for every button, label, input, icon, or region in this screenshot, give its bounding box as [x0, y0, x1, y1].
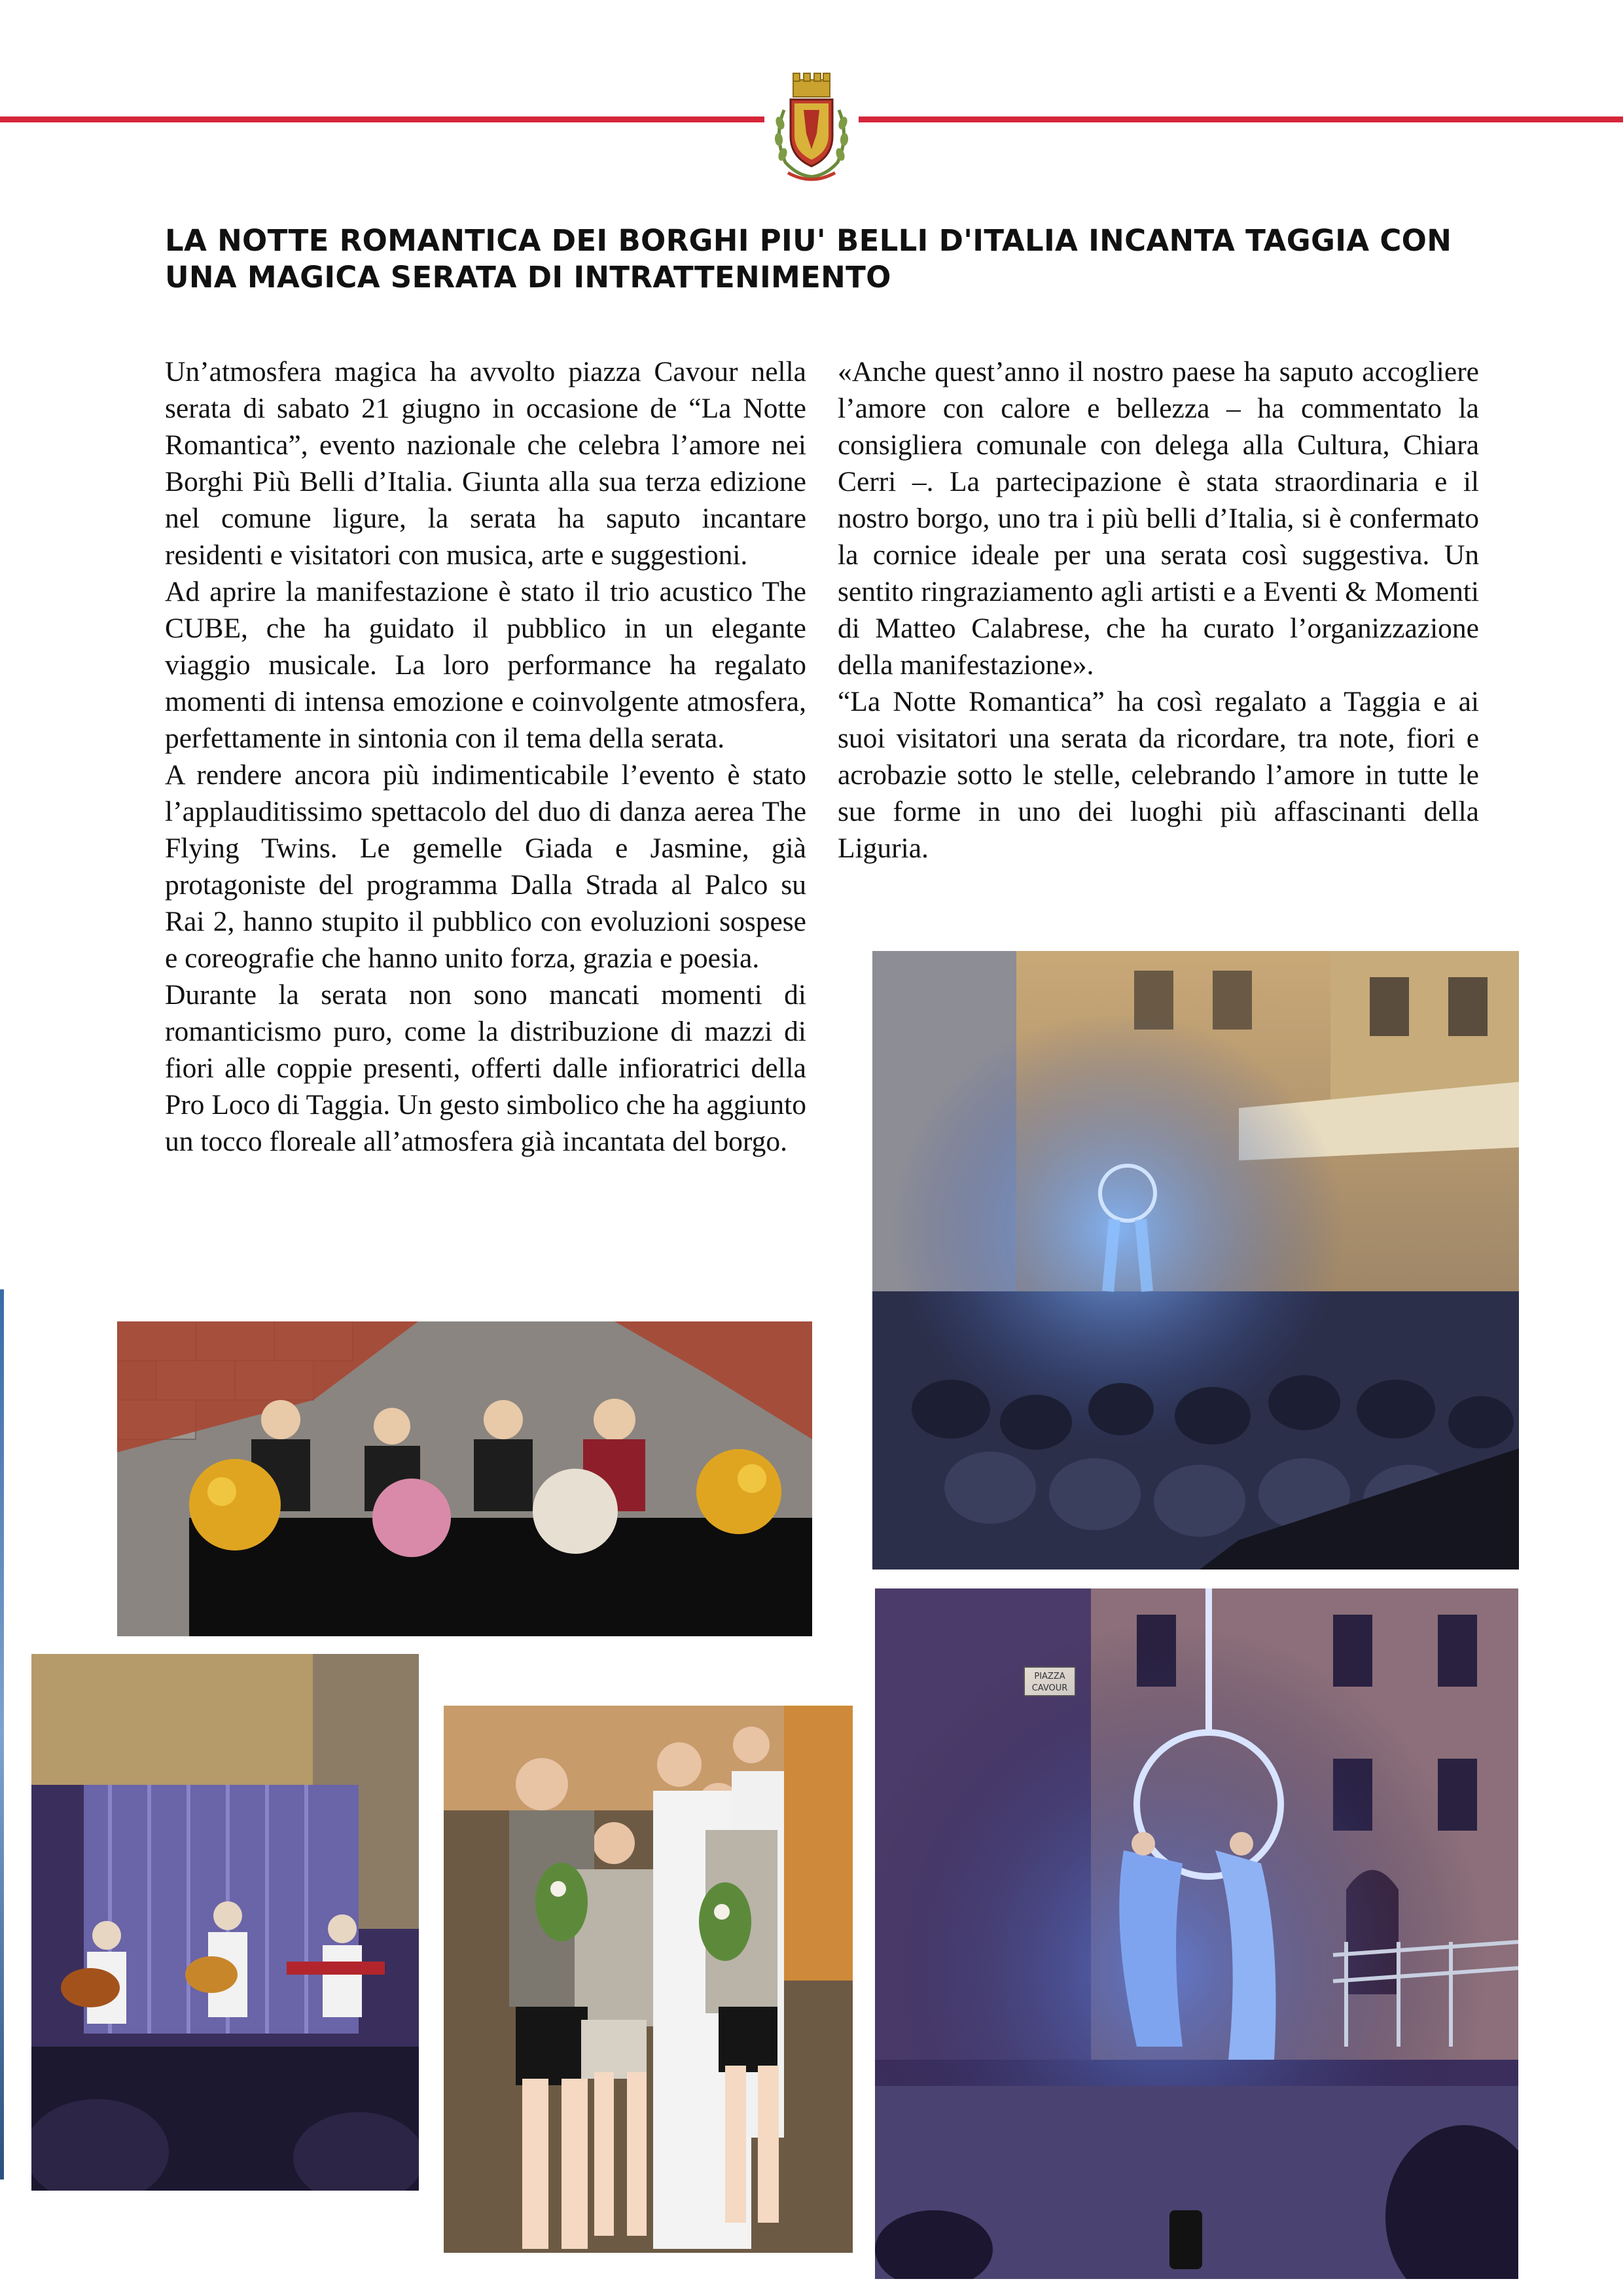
right-text-column [838, 353, 1479, 867]
photo-acoustic-trio [31, 1654, 419, 2191]
paragraph-flying-twins: A rendere ancora più indimenticabile l’evento è stato l’applauditissimo spettacolo del duo di danza aerea The Flying Twins. Le gemelle Giada e Jasmine, già protagoniste del programma Dalla Strada al Palco su Rai 2, hanno stupito il pubblico con evoluzioni sospese e coreografie che hanno unito forza, grazia e poesia. [165, 759, 806, 974]
municipal-crest-icon [771, 71, 852, 188]
left-edge-strip [0, 1289, 4, 2179]
photo-flying-twins-group [444, 1706, 853, 2253]
paragraph-flowers: Durante la serata non sono mancati momenti di romanticismo puro, come la distribuzione di mazzi di fiori alle coppie presenti, offerti dalle infioratrici della Pro Loco di Taggia. Un gesto simbolico che ha aggiunto un tocco floreale all’atmosfera già incantata del borgo. [165, 979, 806, 1157]
paragraph-intro: Un’atmosfera magica ha avvolto piazza Cavour nella serata di sabato 21 giugno in occasione de “La Notte Romantica”, evento nazionale che celebra l’amore nei Borghi Più Belli d’Italia. Giunta alla sua terza edizione nel comune ligure, la serata ha saputo incantare residenti e visitatori con musica, arte e suggestioni. [165, 356, 806, 571]
article-title: LA NOTTE ROMANTICA DEI BORGHI PIU' BELLI D'ITALIA INCANTA TAGGIA CON UNA MAGICA SERATA DI INTRATTENIMENTO [165, 223, 1452, 295]
paragraph-trio: Ad aprire la manifestazione è stato il trio acustico The CUBE, che ha guidato il pubblico in un elegante viaggio musicale. La loro performance ha regalato momenti di intensa emozione e coinvolgente atmosfera, perfettamente in sintonia con il tema della serata. [165, 576, 806, 754]
photo-aerial-show-crowd [872, 951, 1519, 1570]
header-rule-left [0, 117, 764, 122]
photo-flower-ladies [117, 1321, 812, 1636]
photo-aerial-hoop-duo [875, 1588, 1518, 2279]
paragraph-conclusion: “La Notte Romantica” ha così regalato a Taggia e ai suoi visitatori una serata da ricordare, tra note, fiori e acrobazie sotto le stelle, celebrando l’amore in tutte le sue forme in uno dei luoghi più affascinanti della Liguria. [838, 686, 1479, 864]
paragraph-quote: «Anche quest’anno il nostro paese ha saputo accogliere l’amore con calore e bellezza – ha commentato la consigliera comunale con delega alla Cultura, Chiara Cerri –. La partecipazione è stata straordinaria e il nostro borgo, uno tra i più belli d’Italia, si è confermato la cornice ideale per una serata così suggestiva. Un sentito ringraziamento agli artisti e a Eventi & Momenti di Matteo Calabrese, che ha curato l’organizzazione della manifestazione». [838, 356, 1479, 681]
header-rule-right [859, 117, 1623, 122]
left-text-column [165, 353, 806, 1160]
